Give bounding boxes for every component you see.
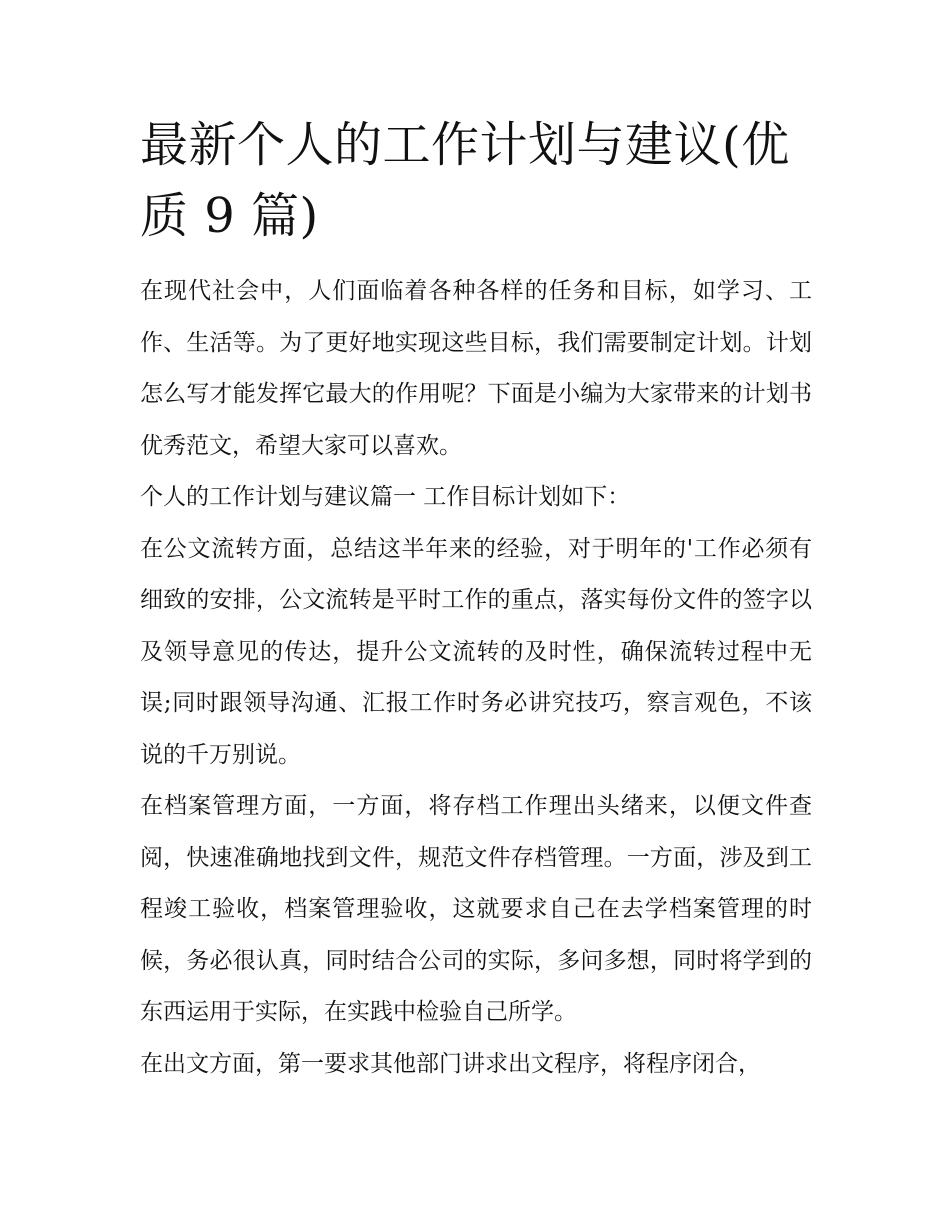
section-heading-paragraph: 个人的工作计划与建议篇一 工作目标计划如下： <box>140 484 631 510</box>
document-flow-paragraph: 在公文流转方面，总结这半年来的经验，对于明年的'工作必须有细致的安排，公文流转是平时工作的重点，落实每份文件的签字以及领导意见的传达，提升公文流转的及时性，确保流转过程中无误;同时跟领导沟通、汇报工作时务必讲究技巧，察言观色，不该说的千万别说。 <box>140 535 812 768</box>
archive-management-paragraph: 在档案管理方面，一方面，将存档工作理出头绪来，以便文件查阅，快速准确地找到文件，规范文件存档管理。一方面，涉及到工程竣工验收，档案管理验收，这就要求自己在去学档案管理的时候，务必很认真，同时结合公司的实际，多问多想，同时将学到的东西运用于实际，在实践中检验自己所学。 <box>140 793 812 1025</box>
document-issuing-paragraph: 在出文方面，第一要求其他部门讲求出文程序，将程序闭合， <box>140 1050 761 1077</box>
intro-paragraph: 在现代社会中，人们面临着各种各样的任务和目标，如学习、工作、生活等。为了更好地实现这些目标，我们需要制定计划。计划怎么写才能发挥它最大的作用呢？下面是小编为大家带来的计划书优秀范文，希望大家可以喜欢。 <box>140 278 812 459</box>
document-page <box>140 110 812 1090</box>
document-title: 最新个人的工作计划与建议(优质 9 篇) <box>140 117 790 244</box>
